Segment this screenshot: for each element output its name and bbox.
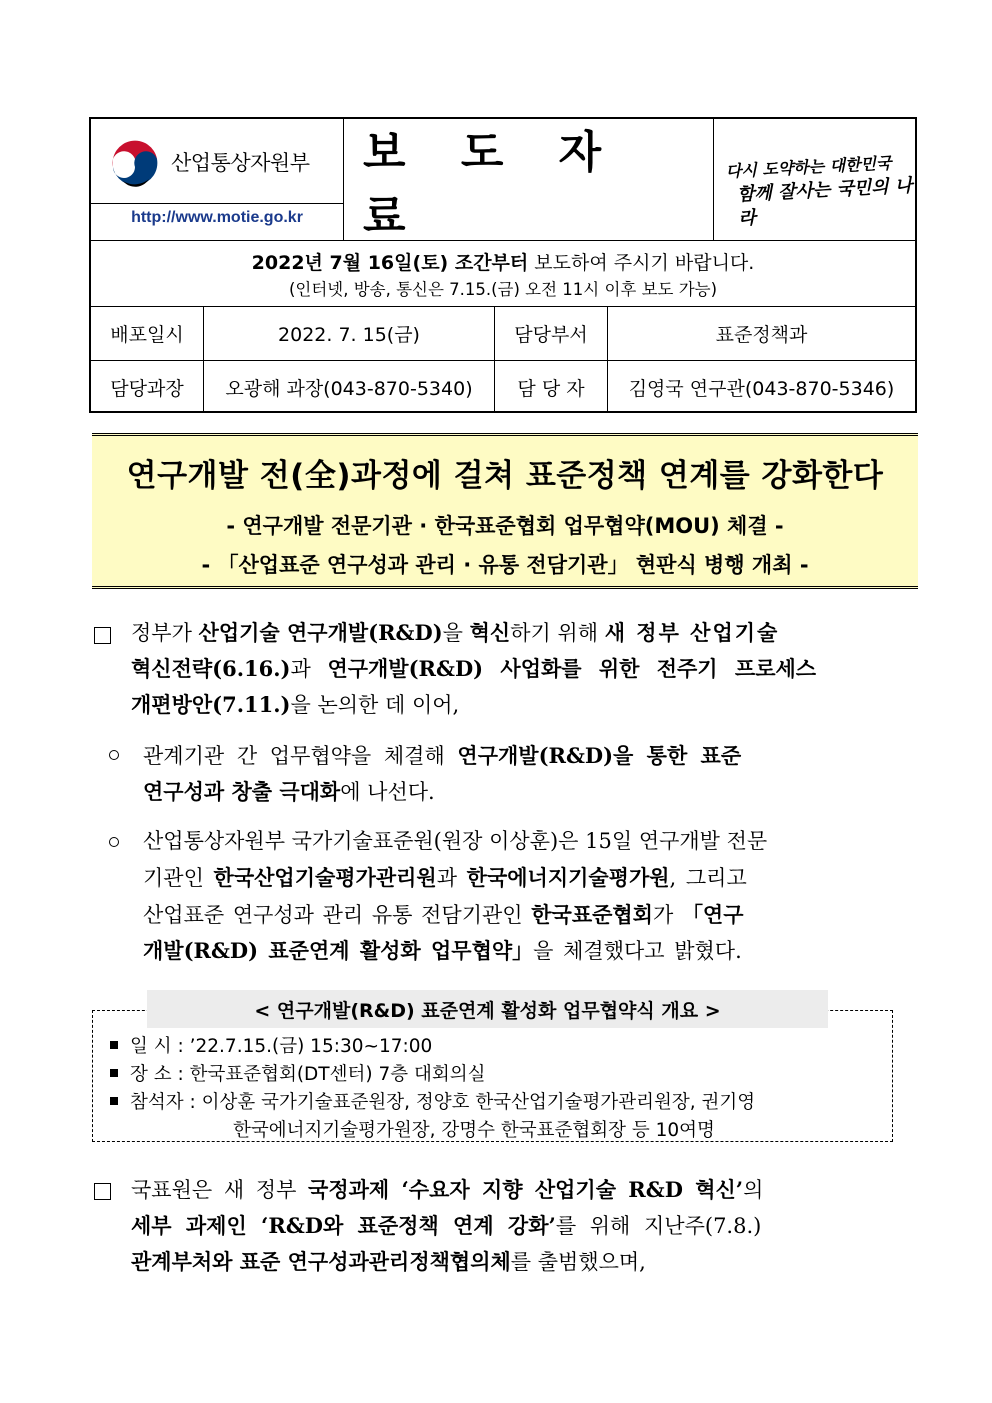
text: 정부가 bbox=[131, 621, 199, 645]
text-bold: 새 정부 산업기술 bbox=[604, 620, 780, 645]
paragraph-2-line-2 bbox=[143, 773, 435, 811]
mou-attendees-continued: 한국에너지기술평가원장, 강명수 한국표준협회장 등 10여명 bbox=[233, 1120, 715, 1141]
header-top-row bbox=[91, 119, 915, 241]
department-value: 표준정책과 bbox=[715, 323, 808, 346]
text-bold: 관계부처와 표준 연구성과관리정책협의체 bbox=[131, 1249, 511, 1274]
circle-bullet-icon bbox=[109, 837, 119, 847]
paragraph-1-line-2 bbox=[131, 650, 816, 688]
document-title: 보 도 자 료 bbox=[363, 126, 622, 242]
text: 하기 위해 bbox=[510, 621, 605, 645]
text-bold: 개편방안(7.11.) bbox=[131, 692, 291, 717]
ministry-url-link[interactable]: http://www.motie.go.kr bbox=[131, 209, 303, 226]
ministry-logo bbox=[91, 119, 343, 204]
text: 에 나선다. bbox=[340, 780, 435, 804]
text: 과 bbox=[290, 657, 328, 681]
paragraph-4-line-3 bbox=[131, 1243, 646, 1281]
paragraph-1-line-1 bbox=[131, 614, 779, 652]
department-label: 담당부서 bbox=[495, 306, 608, 360]
paragraph-3-line-2 bbox=[143, 859, 747, 897]
text: 을 체결했다고 밝혔다. bbox=[533, 939, 742, 963]
government-slogan bbox=[725, 150, 917, 232]
text-bold: 국정과제 ‘수요자 지향 산업기술 R&D 혁신’ bbox=[308, 1177, 744, 1202]
text-bold: 산업기술 연구개발(R&D) bbox=[198, 620, 443, 645]
embargo-text: 보도하여 주시기 바랍니다. bbox=[528, 252, 755, 274]
headline-subtitle-1: - 연구개발 전문기관 · 한국표준협회 업무협약(MOU) 체결 - bbox=[226, 514, 784, 538]
text: 국표원은 새 정부 bbox=[131, 1178, 309, 1202]
checkbox-bullet-icon bbox=[94, 1183, 111, 1200]
slogan-cell bbox=[713, 119, 915, 240]
paragraph-4-line-2 bbox=[131, 1207, 761, 1245]
mou-place-text: 장 소 : 한국표준협회(DT센터) 7층 대회의실 bbox=[130, 1064, 486, 1085]
paragraph-2-line-1 bbox=[143, 737, 741, 775]
headline-box bbox=[92, 433, 918, 589]
text: 의 bbox=[743, 1178, 764, 1202]
text-bold: 세부 과제인 ‘R&D와 표준정책 연계 강화’ bbox=[131, 1213, 556, 1238]
mou-attendees-text: 참석자 : 이상훈 국가기술표준원장, 정양호 한국산업기술평가관리원장, 권기영 bbox=[130, 1092, 756, 1113]
ministry-logo-cell bbox=[91, 119, 344, 240]
text: 를 출범했으며, bbox=[510, 1250, 646, 1274]
mou-place bbox=[110, 1060, 485, 1086]
text: 과 bbox=[436, 866, 467, 890]
slogan-line-2: 함께 잘사는 국민의 나라 bbox=[736, 175, 913, 230]
embargo-row bbox=[91, 240, 915, 307]
taegeuk-emblem-icon bbox=[109, 137, 161, 189]
text: 산업표준 연구성과 관리 유통 전담기관인 bbox=[143, 903, 532, 927]
ministry-name: 산업통상자원부 bbox=[171, 151, 310, 175]
text-bold: 혁신 bbox=[469, 620, 511, 645]
embargo-date: 2022년 7월 16일(토) 조간부터 bbox=[251, 252, 529, 274]
text: 관계기관 간 업무협약을 체결해 bbox=[143, 744, 458, 768]
square-bullet-icon bbox=[110, 1069, 118, 1077]
text-bold: 연구개발(R&D)을 통한 표준 bbox=[457, 743, 742, 768]
paragraph-4-line-1 bbox=[131, 1171, 763, 1209]
paragraph-3-line-4 bbox=[143, 932, 742, 970]
headline-title: 연구개발 전(全)과정에 걸쳐 표준정책 연계를 강화한다 bbox=[126, 458, 884, 494]
text: 를 위해 지난주(7.8.) bbox=[555, 1214, 762, 1238]
embargo-note: (인터넷, 방송, 통신은 7.15.(금) 오전 11시 이후 보도 가능) bbox=[288, 280, 718, 299]
text-bold: 한국표준협회 bbox=[531, 902, 653, 927]
text: 가 bbox=[652, 903, 682, 927]
text: , 그리고 bbox=[669, 866, 747, 890]
mou-summary-title: < 연구개발(R&D) 표준연계 활성화 업무협약식 개요 > bbox=[147, 990, 828, 1028]
text-bold: 한국산업기술평가관리원 bbox=[213, 865, 437, 890]
mou-date-text: 일 시 : ’22.7.15.(금) 15:30~17:00 bbox=[130, 1036, 433, 1057]
contact-value: 김영국 연구관(043-870-5346) bbox=[628, 377, 895, 400]
info-row-contact bbox=[91, 361, 915, 413]
square-bullet-icon bbox=[110, 1097, 118, 1105]
manager-label: 담당과장 bbox=[91, 361, 204, 413]
text-bold: 한국에너지기술평가원 bbox=[466, 865, 670, 890]
text-bold: 연구성과 창출 극대화 bbox=[143, 779, 341, 804]
contact-label: 담 당 자 bbox=[495, 361, 608, 413]
text: 기관인 bbox=[143, 866, 214, 890]
manager-value: 오광해 과장(043-870-5340) bbox=[204, 361, 495, 413]
info-row-release bbox=[91, 306, 915, 361]
release-date-value: 2022. 7. 15(금) bbox=[204, 306, 495, 360]
text: 을 논의한 데 이어, bbox=[290, 693, 460, 717]
paragraph-3-line-3 bbox=[143, 896, 744, 934]
mou-attendees bbox=[110, 1088, 755, 1114]
text-bold: 연구개발(R&D) 사업화를 위한 전주기 프로세스 bbox=[327, 656, 817, 681]
paragraph-1-line-3 bbox=[131, 686, 459, 724]
paragraph-3-line-1: 산업통상자원부 국가기술표준원(원장 이상훈)은 15일 연구개발 전문 bbox=[143, 829, 768, 853]
embargo-notice bbox=[91, 248, 915, 275]
text: 을 bbox=[442, 621, 470, 645]
text-bold: 「연구 bbox=[681, 902, 744, 927]
checkbox-bullet-icon bbox=[94, 627, 111, 644]
mou-date bbox=[110, 1032, 432, 1058]
square-bullet-icon bbox=[110, 1041, 118, 1049]
title-cell bbox=[343, 119, 714, 240]
press-release-header bbox=[89, 117, 917, 413]
text-bold: 개발(R&D) 표준연계 활성화 업무협약」 bbox=[143, 938, 534, 963]
slogan-line-1: 다시 도약하는 대한민국 bbox=[725, 153, 892, 181]
text-bold: 혁신전략(6.16.) bbox=[131, 656, 291, 681]
headline-subtitle-2: - 「산업표준 연구성과 관리 · 유통 전담기관」 현판식 병행 개최 - bbox=[201, 553, 809, 577]
release-date-label: 배포일시 bbox=[91, 306, 204, 360]
circle-bullet-icon bbox=[109, 750, 119, 760]
